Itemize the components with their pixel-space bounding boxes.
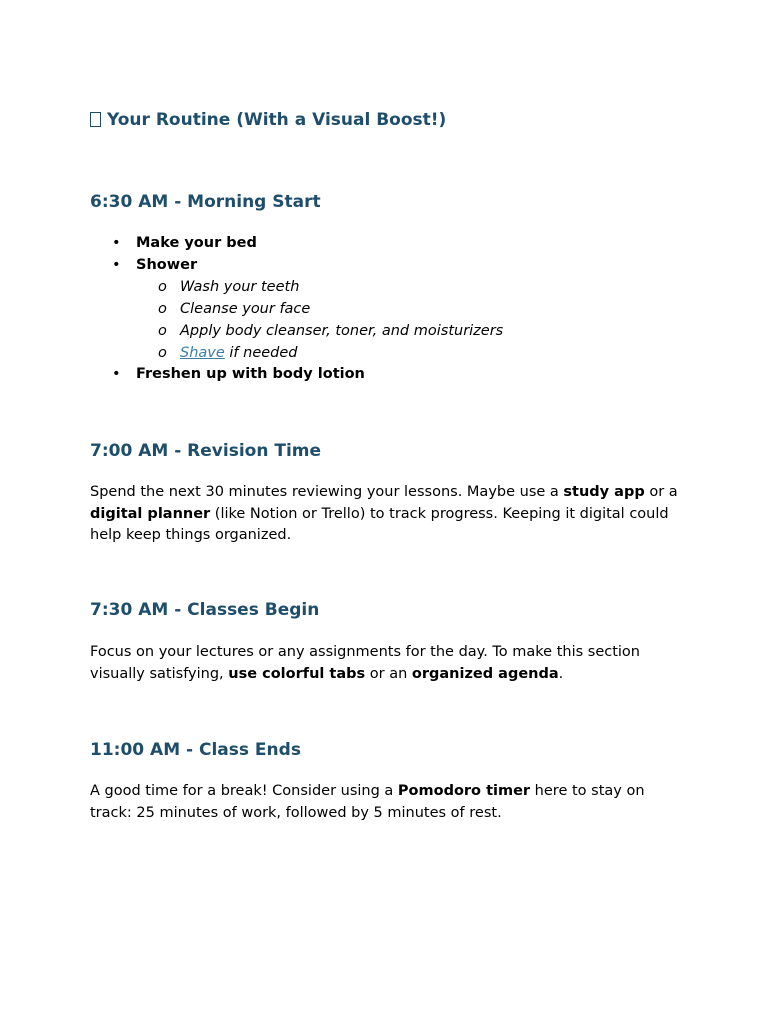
sub-marker: o (158, 323, 167, 339)
shave-suffix: if needed (224, 345, 298, 361)
emoji-placeholder-icon (90, 112, 101, 127)
paragraph-bold: use colorful tabs (228, 665, 366, 682)
paragraph-text: . (558, 665, 564, 682)
section-heading-class-ends: 11:00 AM - Class Ends (90, 740, 301, 760)
shower-sub-list (136, 276, 503, 364)
paragraph-text: A good time for a break! Consider using a (90, 783, 398, 799)
bullet-text: Make your bed (136, 235, 257, 251)
paragraph-bold: organized agenda (411, 665, 559, 682)
paragraph-text: here to stay on track: 25 minutes of work, followed by 5 minutes of rest. (90, 783, 645, 821)
morning-bullet-list (90, 233, 503, 386)
bullet-item (90, 255, 503, 365)
paragraph-text: (like Notion or Trello) to track progress. Keeping it digital could help keep things organized. (90, 505, 669, 543)
paragraph-text: Spend the next 30 minutes reviewing your lessons. Maybe use a (90, 484, 564, 500)
bullet-item (90, 364, 503, 386)
classes-paragraph (90, 642, 680, 685)
section-heading-morning: 6:30 AM - Morning Start (90, 192, 321, 212)
paragraph-text: Focus on your lectures or any assignments for the day. To make this section visually satisfying, (90, 644, 640, 682)
sub-item-text: Wash your teeth (180, 279, 300, 295)
bullet-text: Shower (136, 256, 198, 273)
shave-link[interactable]: Shave (180, 345, 225, 361)
document-title-text: Your Routine (With a Visual Boost!) (107, 110, 447, 130)
sub-marker: o (158, 345, 167, 361)
sub-item (136, 320, 503, 342)
paragraph-bold: digital planner (90, 505, 211, 522)
sub-item-text: Cleanse your face (180, 301, 311, 317)
bullet-dot: • (112, 235, 121, 251)
paragraph-text: or a (644, 484, 678, 500)
bullet-text: Freshen up with body lotion (136, 366, 365, 382)
paragraph-bold: Pomodoro timer (397, 783, 531, 799)
paragraph-text: or an (365, 665, 412, 682)
sub-marker: o (158, 301, 167, 317)
sub-item (136, 342, 503, 364)
revision-paragraph (90, 482, 680, 547)
bullet-dot: • (112, 366, 121, 382)
sub-item-text: Apply body cleanser, toner, and moisturizers (180, 323, 504, 339)
sub-marker: o (158, 279, 167, 295)
bullet-dot: • (112, 256, 121, 273)
sub-item (136, 298, 503, 320)
section-heading-classes: 7:30 AM - Classes Begin (90, 600, 320, 620)
section-heading-revision: 7:00 AM - Revision Time (90, 441, 322, 461)
sub-item (136, 276, 503, 298)
class-ends-paragraph (90, 781, 680, 824)
paragraph-bold: study app (563, 484, 645, 500)
bullet-item (90, 233, 503, 255)
document-title (90, 110, 446, 130)
